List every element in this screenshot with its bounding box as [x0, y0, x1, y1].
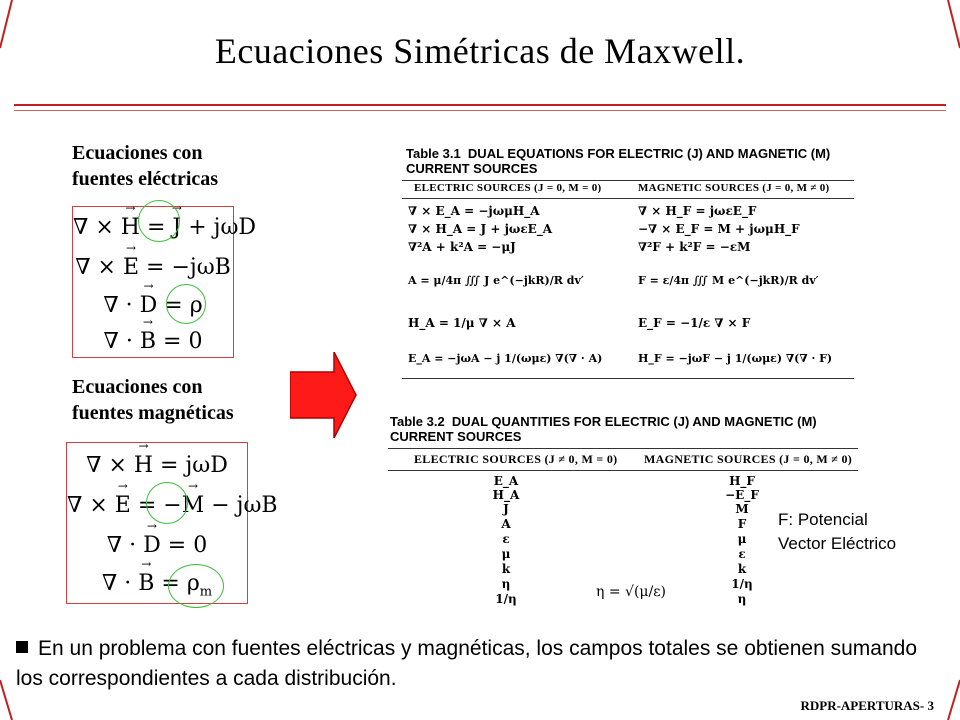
- table-3-1: [388, 140, 858, 385]
- table-3-1-left-row: ∇²A + k²A = −μJ: [408, 240, 516, 254]
- electric-eq-1: ∇ × → H = → J + jωD: [73, 215, 233, 240]
- potential-note-line1: F: Potencial: [778, 510, 868, 529]
- eta-formula: η = √(μ/ε): [596, 584, 666, 600]
- highlight-circle-J: [138, 200, 180, 242]
- table-3-2-left-cell: E_A: [493, 474, 519, 488]
- table-3-1-left-row: A = μ/4π ∭ J e^(−jkR)/R dv′: [408, 274, 584, 287]
- table-3-2-left-cell: ε: [502, 532, 510, 546]
- slide-title: Ecuaciones Simétricas de Maxwell.: [214, 31, 746, 71]
- table-3-1-col-magnetic: MAGNETIC SOURCES (J = 0, M ≠ 0): [638, 182, 830, 194]
- highlight-circle-M: [146, 482, 188, 524]
- table-3-1-right-row: ∇²F + k²F = −εM: [638, 240, 751, 254]
- table-3-1-left-row: H_A = 1/μ ∇ × A: [408, 316, 516, 330]
- bullet-square-icon: [16, 641, 28, 653]
- magnetic-eq-2: ∇ × → E = −→ M − jωB: [67, 493, 247, 518]
- table-3-1-right-row: −∇ × E_F = M + jωμH_F: [638, 222, 800, 236]
- magnetic-label-line1: Ecuaciones con: [72, 376, 203, 398]
- table-3-1-right-row: E_F = −1/ε ∇ × F: [638, 316, 751, 330]
- electric-sources-label: [72, 140, 218, 192]
- magnetic-sources-label: [72, 374, 234, 426]
- electric-label-line2: fuentes eléctricas: [72, 168, 219, 190]
- table-3-1-caption: Table 3.1 DUAL EQUATIONS FOR ELECTRIC (J) AND MAGNETIC (M) CURRENT SOURCES: [406, 146, 831, 176]
- table-3-1-right-row: H_F = −jωF − j 1/(ωμε) ∇(∇ · F): [638, 352, 833, 365]
- table-3-2-right-cell: k: [737, 562, 747, 576]
- table-3-2-right-cell: η: [737, 592, 747, 606]
- table-3-2-left-cell: J: [503, 502, 509, 516]
- title-rule: [14, 104, 946, 106]
- table-3-2-right-cell: −E_F: [725, 488, 759, 502]
- summary-bullet: [16, 634, 946, 694]
- title-rule-thin: [14, 110, 946, 111]
- table-3-2-left-cell: k: [501, 562, 511, 576]
- table-3-2-right-cell: ε: [738, 547, 746, 561]
- slide-footer: RDPR-APERTURAS- 3: [800, 698, 934, 713]
- table-3-2-right-cell: 1/η: [731, 577, 753, 591]
- table-3-1-left-row: ∇ × H_A = J + jωεE_A: [408, 222, 553, 236]
- table-3-2-left-cell: η: [501, 577, 511, 591]
- highlight-circle-rho-m: [168, 564, 224, 608]
- table-3-2-left-cell: H_A: [492, 488, 520, 502]
- magnetic-eq-4: ∇ · → $B = \rho_m$: [67, 571, 247, 599]
- table-3-1-col-electric: ELECTRIC SOURCES (J = 0, M = 0): [414, 182, 602, 194]
- magnetic-eq-3: ∇ · → D = 0: [67, 533, 247, 558]
- table-3-2-right-cell: H_F: [729, 474, 755, 488]
- right-arrow-icon: [290, 352, 358, 438]
- table-3-2-left-cell: 1/η: [495, 592, 517, 606]
- electric-eq-4: ∇ · → B = 0: [73, 329, 233, 354]
- magnetic-eq-1: ∇ × → H = jωD: [67, 453, 247, 478]
- electric-label-line1: Ecuaciones con: [72, 142, 203, 164]
- potential-note-line2: Vector Eléctrico: [778, 534, 897, 553]
- table-3-2-col-electric: ELECTRIC SOURCES (J ≠ 0, M = 0): [414, 452, 618, 466]
- highlight-circle-rho: [166, 284, 206, 324]
- table-3-2-left-cell: μ: [501, 547, 511, 561]
- table-3-1-left-row: ∇ × E_A = −jωμH_A: [408, 204, 540, 218]
- table-3-2-caption: Table 3.2 DUAL QUANTITIES FOR ELECTRIC (J) AND MAGNETIC (M) CURRENT SOURCES: [390, 414, 817, 444]
- table-3-2-left-cell: A: [501, 517, 511, 531]
- table-3-2-col-magnetic: MAGNETIC SOURCES (J = 0, M ≠ 0): [644, 452, 853, 466]
- table-3-1-left-row: E_A = −jωA − j 1/(ωμε) ∇(∇ · A): [408, 352, 603, 365]
- table-3-1-right-row: ∇ × H_F = jωεE_F: [638, 204, 757, 218]
- table-3-2-right-cell: M: [735, 502, 749, 516]
- electric-eq-2: ∇ × → E = −jωB: [73, 255, 233, 280]
- potential-note: [778, 508, 896, 556]
- table-3-1-right-row: F = ε/4π ∭ M e^(−jkR)/R dv′: [638, 274, 819, 287]
- magnetic-label-line2: fuentes magnéticas: [72, 402, 234, 424]
- electric-eq-3: ∇ · → D = ρ: [73, 293, 233, 318]
- summary-bullet-text: En un problema con fuentes eléctricas y magnéticas, los campos totales se obtienen sumando los correspondientes a cada distribución.: [16, 637, 917, 690]
- table-3-2-right-cell: μ: [737, 532, 747, 546]
- table-3-2-right-cell: F: [737, 517, 747, 531]
